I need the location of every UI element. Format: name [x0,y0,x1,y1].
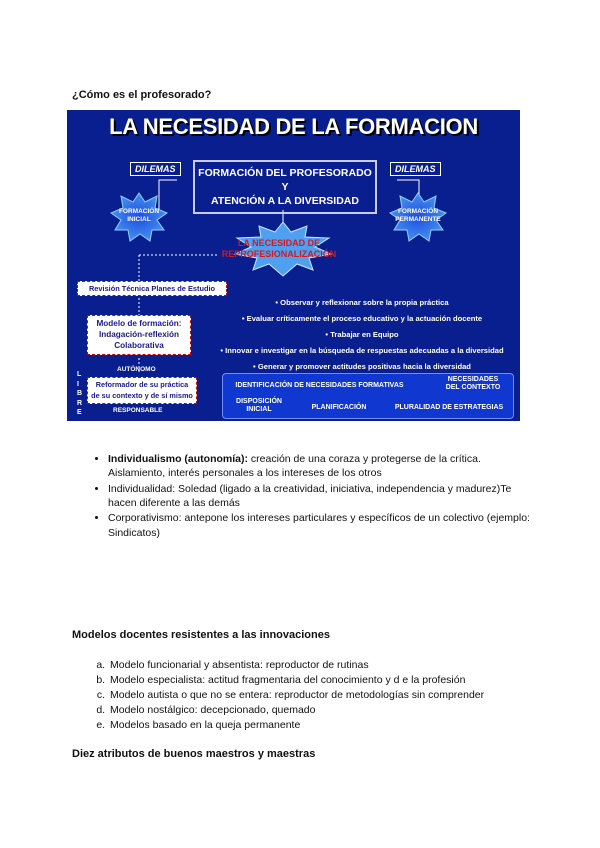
list-item-text: Corporativismo: antepone los intereses particulares y específicos de un colectivo (ejemplo: Sindicatos) [108,512,530,539]
panel-nec-line-1: NECESIDADES [447,376,499,383]
modelo-box [87,315,191,355]
panel-nec-line-2: DEL CONTEXTO [445,384,501,391]
libre-label: L I B R E [77,371,83,416]
needs-panel [222,373,514,419]
bullet-4: • Innovar e investigar en la búsqueda de respuestas adecuadas a la diversidad [220,346,504,355]
reformador-line-1: Reformador de su práctica [95,380,189,389]
bullet-3: • Trabajar en Equipo [325,330,399,339]
reformador-line-2: de su contexto y de sí mismo [91,391,193,400]
formation-diagram [67,110,520,421]
list-item [108,511,538,539]
list-item-text: Individualidad: Soledad (ligado a la creatividad, iniciativa, independencia y madurez)Te hacen diferente a las demás [108,482,512,509]
list-item [108,452,538,480]
list-item: e. Modelos basado en la queja permanente [108,718,528,733]
dilema-right-box: DILEMAS [390,162,441,176]
attitude-list [90,452,538,541]
panel-disp-line-2: INICIAL [246,406,272,413]
dilema-left-box: DILEMAS [130,162,181,176]
modelo-line-1: Modelo de formación: [96,319,182,328]
list-item: b. Modelo especialista: actitud fragmentaria del conocimiento y d e la profesión [108,673,528,688]
star-right-line-1: FORMACIÓN [397,208,439,215]
center-line-2: ATENCIÓN A LA DIVERSIDAD [211,195,359,207]
modelo-line-2: Indagación-reflexión [98,330,180,339]
panel-necesidades [435,376,511,392]
center-line-1: FORMACIÓN DEL PROFESORADO Y [198,167,372,193]
modelos-list [90,658,528,733]
star-right-label [393,208,443,224]
modelo-line-3: Colaborativa [114,341,164,350]
section-heading-resistentes: Modelos docentes resistentes a las innovaciones [72,629,330,641]
revision-box: Revisión Técnica Planes de Estudio [77,281,227,296]
panel-disp-line-1: DISPOSICIÓN [236,398,282,405]
list-item-bold: Individualismo (autonomía): [108,453,249,465]
reprofesionalizacion-label [219,238,339,260]
list-item-text: creación de una coraza y protegerse de la crítica. Aislamiento, interés personales a los intereses de los otros [108,453,481,480]
diagram-title: LA NECESIDAD DE LA FORMACION [109,114,478,139]
bullet-5: • Generar y promover actitudes positivas hacia la diversidad [253,362,471,371]
list-item: c. Modelo autista o que no se entera: reproductor de metodologías sin comprender [108,688,528,703]
section-heading-profesorado: ¿Cómo es el profesorado? [72,89,212,101]
panel-pluralidad: PLURALIDAD DE ESTRATEGIAS [394,404,504,411]
panel-disposicion [229,398,289,414]
list-item: a. Modelo funcionarial y absentista: reproductor de rutinas [108,658,528,673]
responsable-label: RESPONSABLE [113,407,163,414]
star-left-line-1: FORMACIÓN [118,208,160,215]
star-left-line-2: INICIAL [127,216,151,223]
reformador-box [87,377,197,404]
star-right-line-2: PERMANENTE [395,216,441,223]
autonomo-label: AUTÓNOMO [117,366,156,373]
center-title-box [193,160,377,214]
star-left-label [114,208,164,224]
bullet-2: • Evaluar críticamente el proceso educativo y la actuación docente [241,314,483,323]
list-item: d. Modelo nostálgico: decepcionado, quemado [108,703,528,718]
panel-ident: IDENTIFICACIÓN DE NECESIDADES FORMATIVAS [235,382,404,389]
panel-planificacion: PLANIFICACIÓN [311,404,367,411]
list-item [108,482,538,510]
bullet-1: • Observar y reflexionar sobre la propia práctica [275,298,449,307]
section-heading-diez: Diez atributos de buenos maestros y maestras [72,748,316,760]
repro-line-2: REPROFESIONALIZACIÓN [221,249,337,259]
repro-line-1: LA NECESIDAD DE [237,238,321,248]
